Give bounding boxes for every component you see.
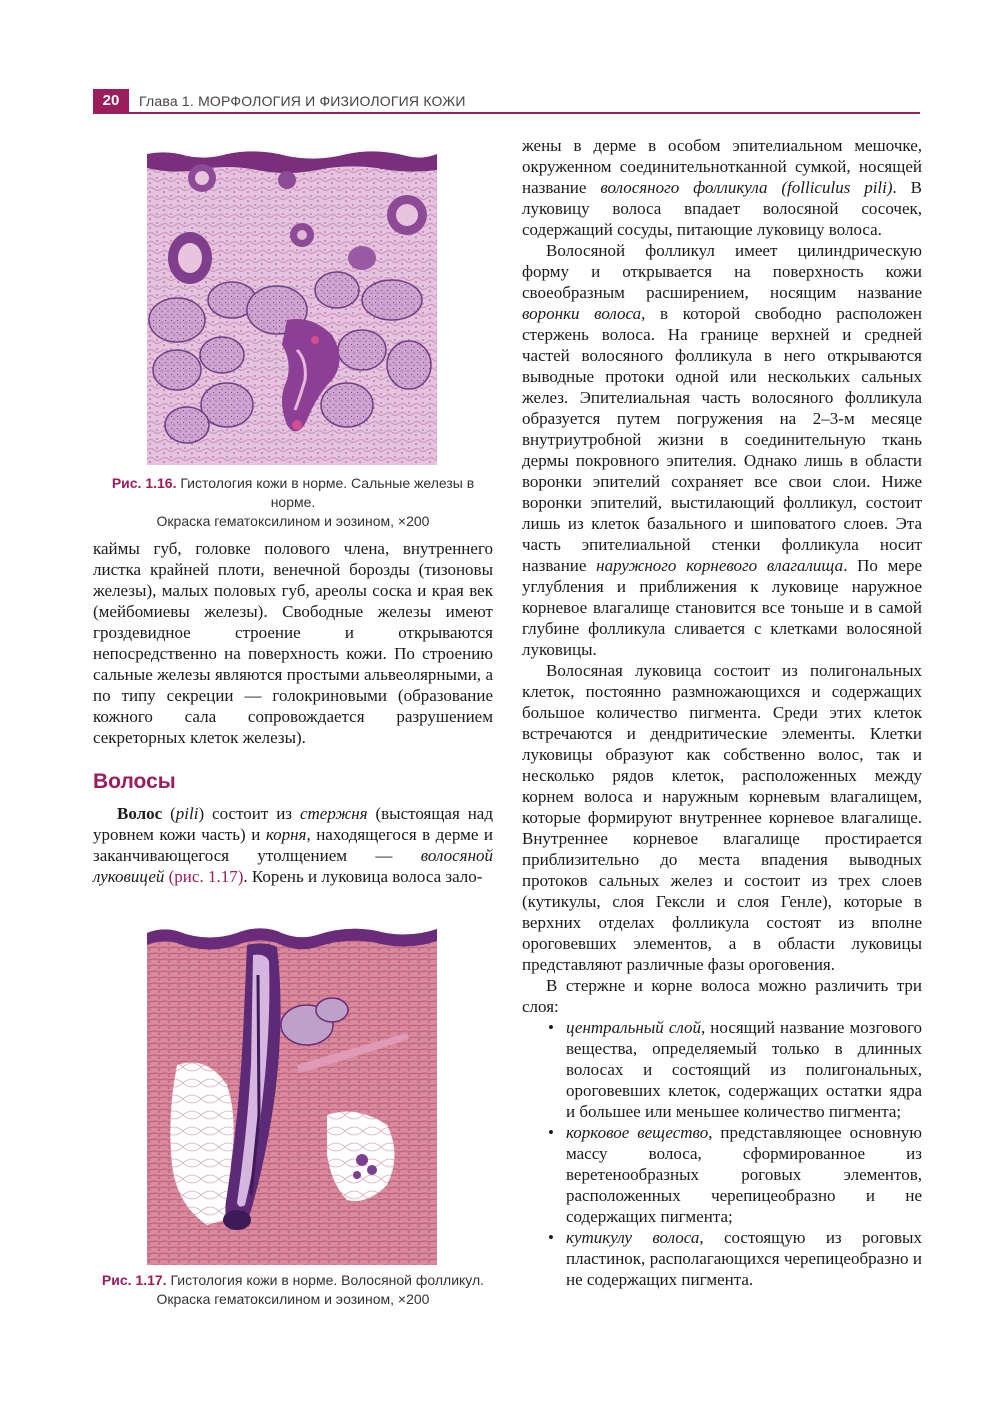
text-span: ( (162, 804, 176, 823)
figure-1-17-image (147, 915, 437, 1265)
term-cuticle: кутикулу волоса (566, 1228, 700, 1247)
left-column-text-hair (93, 803, 493, 887)
bullet-marker: • (548, 1018, 554, 1037)
text-span: жены в дерме в особом эпителиальном мешочке, окруженном соединительнотканной сумкой, носящей название (522, 136, 922, 197)
text-span: ) состоит из (198, 804, 300, 823)
paragraph-hair-follicle (522, 135, 922, 240)
term-pili: pili (175, 804, 199, 823)
figure-1-16-image (147, 140, 437, 465)
text-span: . По мере углубления и приближения к луковице наружное корневое влагалище становится все тоньше и в самой глубине фолликула сливается с клетками волосяной луковицы. (522, 556, 922, 659)
figure-1-17-caption-line1 (93, 1271, 493, 1290)
text-span: , представляющее основную массу волоса, сформированное из веретенообразных роговых элементов, расположенных черепицеобразно и не содержащих пигмента; (566, 1123, 922, 1226)
right-column-text (522, 135, 922, 1290)
paragraph-follicle-structure (522, 240, 922, 660)
header-rule (93, 112, 920, 114)
figure-1-16-label: Рис. 1.16. (111, 475, 177, 491)
figure-reference-link[interactable]: (рис. 1.17) (168, 867, 244, 886)
text-span: , носящий название мозгового вещества, определяемый только в длинных волосах и состоящий из полигональных, ороговевших клеток, содержащих остатки ядра и большее или меньшее количество пигмента; (566, 1018, 922, 1121)
term-hair-funnel: воронки волоса (522, 304, 642, 323)
text-span: , в которой свободно расположен стержень волоса. На границе верхней и средней частей волосяного фолликула в него открываются выводные протоки одной или нескольких сальных желез. Эпителиальная часть волосяного фолликула образуется путем погружения на 2–3-м месяце внутриутробной жизни в соединительную ткань дермы покровного эпителия. Однако лишь в области воронки эпителий сохраняет все свои слои. Ниже воронки эпителий, выстилающий фолликул, состоит лишь из клеток базального и шиповатого слоев. Эта часть эпителиальной стенки фолликула носит название (522, 304, 922, 575)
figure-1-16-caption-text1: Гистология кожи в норме. Сальные железы в норме. (176, 475, 475, 510)
list-item (522, 1122, 922, 1227)
chapter-title: Глава 1. МОРФОЛОГИЯ И ФИЗИОЛОГИЯ КОЖИ (139, 93, 466, 109)
term-hair: Волос (117, 804, 163, 823)
figure-1-17-caption-text1: Гистология кожи в норме. Волосяной фолликул. (166, 1272, 485, 1288)
figure-1-17-caption-line2: Окраска гематоксилином и эозином, ×200 (156, 1291, 430, 1307)
histology-sebaceous-glands-image (147, 140, 437, 465)
bullet-marker: • (548, 1228, 554, 1247)
section-heading-hair: Волосы (93, 770, 176, 793)
text-span: , состоящую из роговых пластинок, располагающихся черепицеобразно и не содержащих пигмента. (566, 1228, 922, 1289)
term-root: корня (265, 825, 307, 844)
term-hair-bulb: волосяной луковицей (93, 846, 493, 886)
text-span: , находящегося в дерме и заканчивающегося утолщением — (93, 825, 493, 865)
term-hair-follicle: волосяного фолликула (folliculus pili) (600, 178, 893, 197)
histology-hair-follicle-image (147, 915, 437, 1265)
paragraph-sebaceous-glands: каймы губ, головке полового члена, внутреннего листка крайней плоти, венечной борозды (тизоновы железы), малых половых губ, ареолы соска и края век (мейбомиевы железы). Свободные железы имеют гроздевидное строение и открываются непосредственно на поверхность кожи. По строению сальные железы являются простыми альвеолярными, а по типу секреции — голокриновыми (образование кожного сала сопровождается разрушением секреторных клеток железы). (93, 539, 493, 747)
term-stem: стержня (299, 804, 368, 823)
figure-1-16-caption-line2: Окраска гематоксилином и эозином, ×200 (156, 513, 430, 529)
figure-1-17-caption (93, 1271, 493, 1309)
term-medulla: центральный слой (566, 1018, 701, 1037)
paragraph-hair-definition (93, 803, 493, 887)
page-number: 20 (93, 89, 129, 113)
paragraph-three-layers: В стержне и корне волоса можно различить три слоя: (522, 976, 922, 1016)
running-header (93, 89, 920, 113)
figure-1-16-caption-line1 (93, 474, 493, 512)
figure-1-16-caption (93, 474, 493, 531)
text-span: Волосяной фолликул имеет цилиндрическую форму и открывается на поверхность кожи своеобразным расширением, носящим название (522, 241, 922, 302)
bullet-marker: • (548, 1123, 554, 1142)
left-column-text-top (93, 538, 493, 748)
paragraph-hair-bulb: Волосяная луковица состоит из полигональных клеток, постоянно размножающихся и содержащих большое количество пигмента. Среди этих клеток встречаются и дендритические элементы. Клетки луковицы образуют как собственно волос, так и несколько рядов клеток, расположенных между корнем волоса и наружным корневым влагалищем, которые формируют внутреннее корневое влагалище. Внутреннее корневое влагалище простирается приблизительно до места впадения выводных протоков сальных желез и состоит из трех слоев (кутикулы, слоя Гексли и слоя Генле), которые в верхних отделах фолликула состоят из вполне ороговевших элементов, а в области луковицы представляют различные фазы ороговения. (522, 661, 922, 974)
text-span: . В луковицу волоса впадает волосяной сосочек, содержащий сосуды, питающие луковицу волоса. (522, 178, 923, 239)
term-outer-root-sheath: наружного корневого влагалища (596, 556, 844, 575)
list-item (522, 1017, 922, 1122)
term-cortex: корковое вещество (566, 1123, 709, 1142)
hair-layers-list (522, 1017, 922, 1290)
text-span: (выстоящая над уровнем кожи часть) и (93, 804, 493, 844)
text-span: . Корень и луковица волоса зало- (243, 867, 483, 886)
figure-1-17-label: Рис. 1.17. (101, 1272, 167, 1288)
list-item (522, 1227, 922, 1290)
